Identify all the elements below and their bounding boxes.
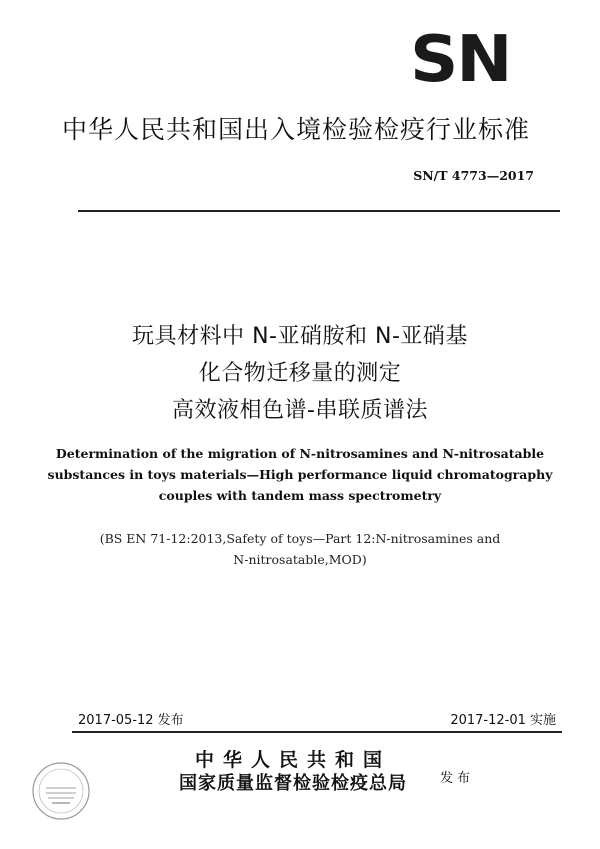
authority-line-1: 中华人民共和国 — [194, 749, 391, 771]
stamp-seal-icon — [30, 760, 92, 822]
chinese-title-line-2: 化合物迁移量的测定 — [198, 361, 402, 386]
standard-number: SN/T 4773—2017 — [413, 168, 534, 183]
equivalence-line-2: N-nitrosatable,MOD) — [233, 552, 367, 567]
implementation-date: 2017-12-01 实施 — [450, 713, 556, 728]
issuing-authority — [158, 748, 428, 796]
english-title-line-1: Determination of the migration of N-nitrosamines and N-nitrosatable — [55, 446, 545, 461]
chinese-title-line-1: 玩具材料中 N-亚硝胺和 N-亚硝基 — [132, 324, 468, 349]
top-divider — [78, 210, 560, 212]
equivalence-line-1: (BS EN 71-12:2013,Safety of toys—Part 12:N-nitrosamines and — [99, 531, 501, 546]
chinese-title-line-3: 高效液相色谱-串联质谱法 — [172, 398, 428, 423]
issue-date: 2017-05-12 发布 — [78, 713, 184, 728]
bottom-divider — [72, 731, 562, 733]
english-title-line-3: couples with tandem mass spectrometry — [158, 488, 442, 503]
standard-category: 中华人民共和国出入境检验检疫行业标准 — [62, 115, 531, 144]
chinese-title — [0, 318, 600, 429]
sn-logo: SN — [410, 23, 511, 97]
english-title-line-2: substances in toys materials—High performance liquid chromatography — [47, 467, 553, 482]
equivalence-note — [0, 528, 600, 570]
english-title — [0, 443, 600, 506]
publish-label: 发布 — [440, 771, 475, 786]
authority-line-2: 国家质量监督检验检疫总局 — [179, 773, 407, 794]
